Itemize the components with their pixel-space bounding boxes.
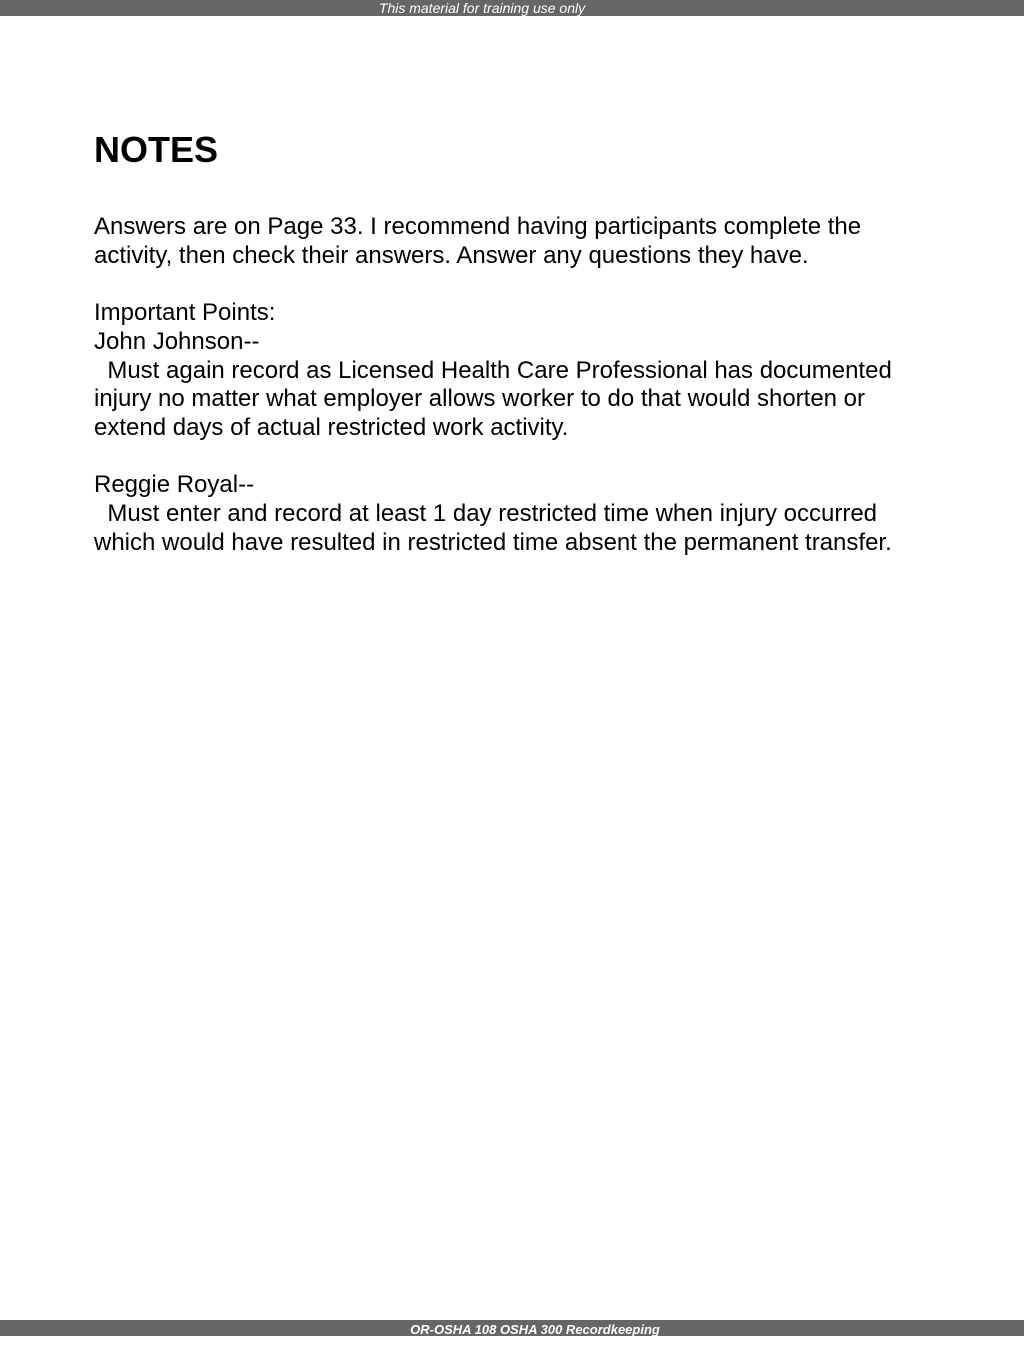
- notes-content: [94, 128, 924, 557]
- bottom-banner: [0, 1320, 1024, 1336]
- reggie-royal-section: [94, 471, 924, 557]
- training-use-notice: This material for training use only: [378, 0, 586, 16]
- page-title: NOTES: [94, 129, 219, 170]
- point-name-john-johnson: John Johnson--: [94, 327, 260, 355]
- course-title-footer: OR-OSHA 108 OSHA 300 Recordkeeping: [410, 1322, 660, 1337]
- top-banner: [0, 0, 1024, 16]
- point-name-reggie-royal: Reggie Royal--: [94, 471, 255, 499]
- point-text-reggie-royal: Must enter and record at least 1 day restricted time when injury occurred which would have resulted in restricted time absent the permanent transfer.: [94, 500, 892, 556]
- point-text-john-johnson: Must again record as Licensed Health Care Professional has documented injury no matter what employer allows worker to do that would shorten or extend days of actual restricted work activity.: [94, 356, 899, 441]
- intro-paragraph: Answers are on Page 33. I recommend having participants complete the activity, then check their answers. Answer any questions they have.: [94, 213, 862, 269]
- important-points-label: Important Points:: [94, 299, 276, 327]
- important-points-section: [94, 299, 924, 443]
